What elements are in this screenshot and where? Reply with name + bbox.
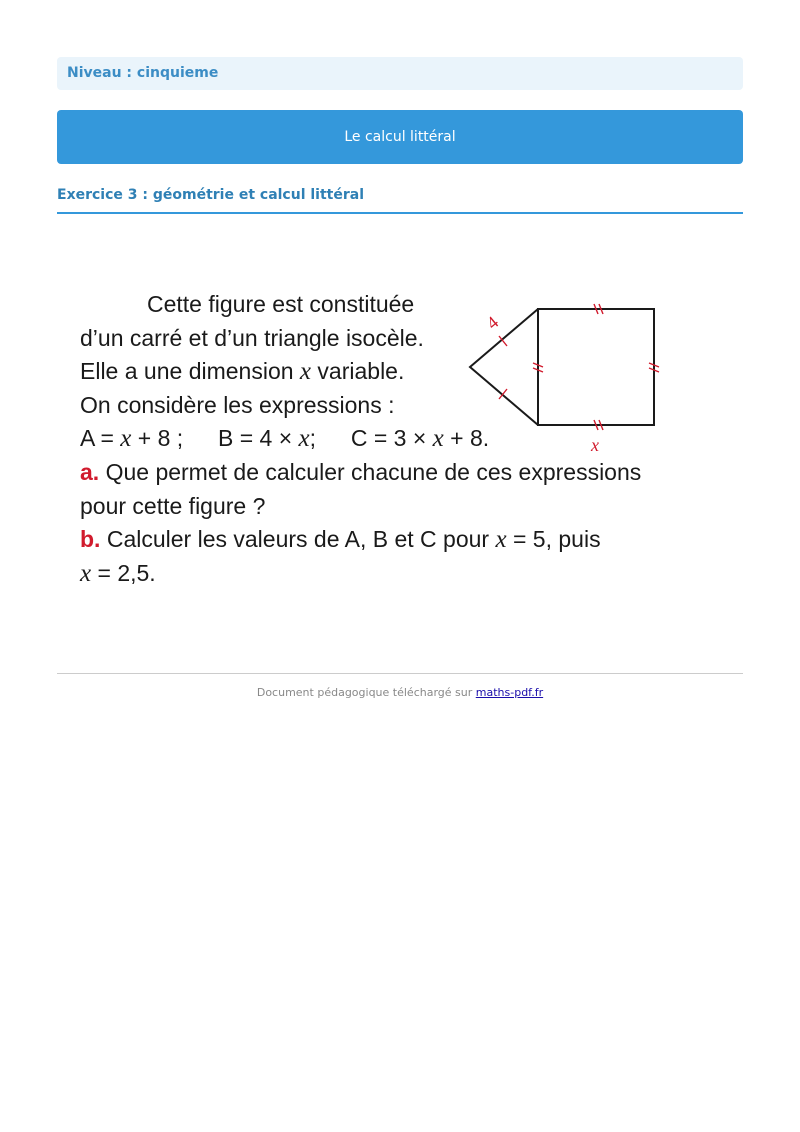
question-b-text: = 5, puis (512, 526, 601, 553)
variable-x: x (495, 526, 507, 554)
question-a-line-1 (80, 456, 680, 490)
variable-x: x (120, 425, 132, 453)
question-b-line-1 (80, 523, 680, 557)
statement-line-1: Cette figure est constituée (147, 291, 415, 317)
question-b-text: Calculer les valeurs de A, B et C pour (106, 526, 490, 553)
footer-divider (57, 673, 743, 674)
footer-text: Document pédagogique téléchargé sur (256, 686, 473, 699)
title-banner (57, 110, 743, 164)
question-b-label: b. (80, 526, 101, 553)
variable-x: x (432, 425, 444, 453)
variable-x: x (299, 358, 312, 386)
level-label: Niveau : cinquieme (67, 65, 219, 81)
expression-text: B = 4 × (217, 425, 293, 452)
question-b-line-2 (80, 557, 680, 591)
triangle-tick-marks (499, 336, 507, 399)
statement-text: variable. (317, 358, 405, 385)
question-b-text: = 2,5. (97, 559, 156, 586)
statement-text: Elle a une dimension (80, 358, 294, 385)
expression-text: C = 3 × (350, 425, 427, 452)
level-box (57, 57, 743, 90)
statement-line-2: d’un carré et d’un triangle isocèle. (80, 324, 424, 351)
expression-text: + 8. (450, 425, 490, 452)
statement-line-4: On considère les expressions : (80, 391, 395, 418)
question-a-label: a. (80, 458, 100, 485)
question-a-line-2: pour cette figure ? (80, 492, 266, 519)
page-title: Le calcul littéral (344, 129, 456, 145)
exercise-heading: Exercice 3 : géométrie et calcul littéral (57, 187, 743, 214)
square-side-label: x (591, 435, 599, 455)
expression-text: A = (80, 425, 114, 452)
geometry-figure (462, 295, 672, 460)
variable-x: x (80, 559, 92, 587)
expression-b (218, 425, 322, 451)
question-a-text: Que permet de calculer chacune de ces expressions (105, 458, 642, 485)
triangle-side-label: 4 (482, 312, 503, 334)
footer-link[interactable]: maths-pdf.fr (475, 686, 544, 699)
expression-a (80, 425, 190, 451)
expression-text: + 8 ; (137, 425, 184, 452)
square-shape (538, 309, 654, 425)
expression-text: ; (309, 425, 317, 452)
footer (57, 686, 743, 699)
square-tick-marks (533, 304, 659, 430)
isosceles-triangle-shape (470, 309, 538, 425)
variable-x: x (298, 425, 310, 453)
